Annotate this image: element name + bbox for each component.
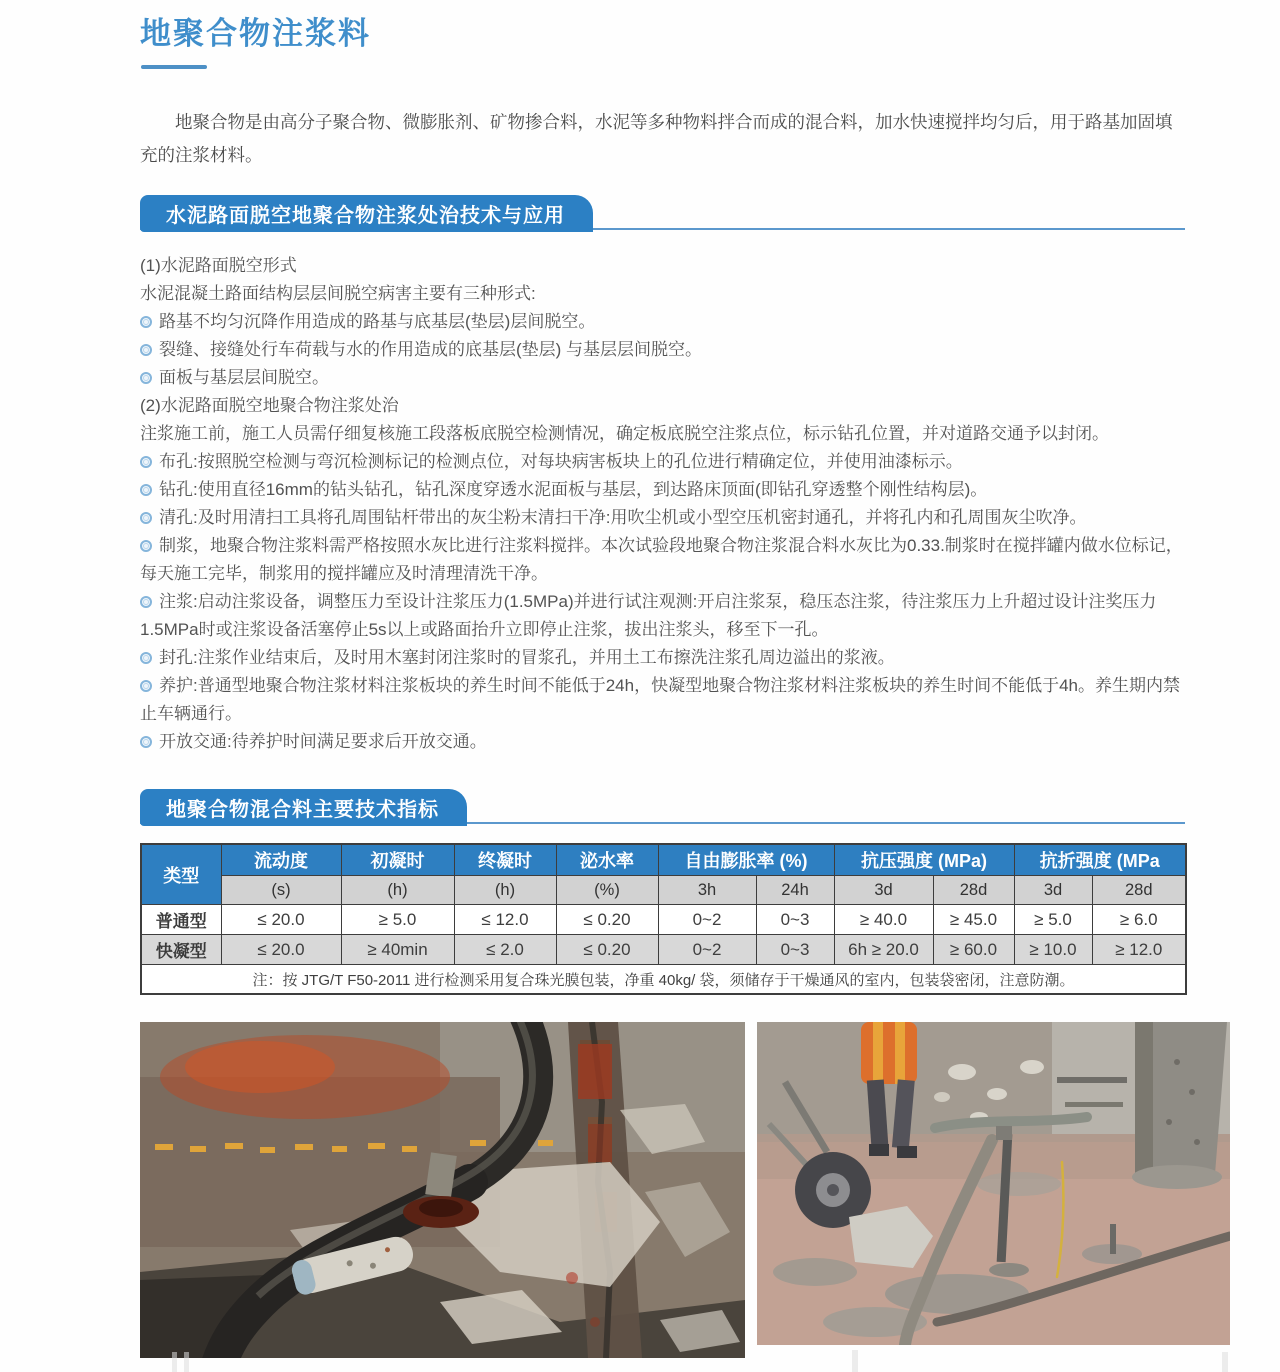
table-cell: 0~3 [756,905,834,935]
paragraph: 水泥混凝土路面结构层层间脱空病害主要有三种形式: [140,284,536,303]
table-header: 终凝时 [454,844,556,876]
page-title: 地聚合物注浆料 [140,16,371,51]
spec-table [140,843,1187,995]
bullet-ring-icon [140,372,152,384]
bullet-ring-icon [140,316,152,328]
table-cell: ≤ 20.0 [221,935,341,965]
paragraph: 养护:普通型地聚合物注浆材料注浆板块的养生时间不能低于24h，快凝型地聚合物注浆材料注浆板块的养生时间不能低于4h。养生期内禁止车辆通行。 [140,676,1180,723]
table-subheader: 28d [1092,876,1186,905]
table-note-row [141,965,1186,995]
scan-artifact [184,1352,189,1372]
table-header-type: 类型 [141,844,221,905]
table-cell: ≥ 45.0 [933,905,1014,935]
paragraph: 裂缝、接缝处行车荷载与水的作用造成的底基层(垫层) 与基层层间脱空。 [140,336,1185,364]
intro-paragraph: 地聚合物是由高分子聚合物、微膨胀剂、矿物掺合料，水泥等多种物料拌合而成的混合料，加水快速搅拌均匀后，用于路基加固填充的注浆材料。 [140,112,1173,165]
table-cell: ≤ 0.20 [556,935,658,965]
bullet-ring-icon [140,596,152,608]
table-row [141,935,1186,965]
table-cell: 6h ≥ 20.0 [834,935,933,965]
paragraph: 注浆施工前，施工人员需仔细复核施工段落板底脱空检测情况，确定板底脱空注浆点位，标示钻孔位置，并对道路交通予以封闭。 [140,424,1109,443]
table-row [141,905,1186,935]
bullet-ring-icon [140,344,152,356]
section2-banner-row [140,789,1185,826]
paragraph: (1)水泥路面脱空形式 [140,256,297,275]
photo2-graphic [757,1022,1230,1345]
bullet-ring-icon [140,736,152,748]
paragraph: 钻孔:使用直径16mm的钻头钻孔，钻孔深度穿透水泥面板与基层，到达路床顶面(即钻孔穿透整个刚性结构层)。 [140,476,1185,504]
table-header-group: 自由膨胀率 (%) [658,844,834,876]
table-cell: ≥ 5.0 [1014,905,1092,935]
table-subheader: 3h [658,876,756,905]
table-header-group: 抗折强度 (MPa [1014,844,1186,876]
paragraph: 路基不均匀沉降作用造成的路基与底基层(垫层)层间脱空。 [140,308,1185,336]
section2-banner: 地聚合物混合料主要技术指标 [140,789,467,826]
table-subheader: 24h [756,876,834,905]
table-note: 注：按 JTG/T F50-2011 进行检测采用复合珠光膜包装，净重 40kg/ 袋，须储存于干燥通风的室内，包装袋密闭，注意防潮。 [141,965,1186,995]
bullet-ring-icon [140,456,152,468]
table-cell: ≥ 6.0 [1092,905,1186,935]
table-cell: 0~2 [658,905,756,935]
table-header: 初凝时 [341,844,454,876]
photo-grouting-worksite [757,1022,1230,1345]
bullet-ring-icon [140,484,152,496]
table-cell: ≤ 0.20 [556,905,658,935]
paragraph: 清孔:及时用清扫工具将孔周围钻杆带出的灰尘粉末清扫干净:用吹尘机或小型空压机密封通孔，并将孔内和孔周围灰尘吹净。 [140,504,1185,532]
paragraph: 布孔:按照脱空检测与弯沉检测标记的检测点位，对每块病害板块上的孔位进行精确定位，并使用油漆标示。 [140,448,1185,476]
paragraph: 制浆，地聚合物注浆料需严格按照水灰比进行注浆料搅拌。本次试验段地聚合物注浆混合料水灰比为0.33.制浆时在搅拌罐内做水位标记，每天施工完毕，制浆用的搅拌罐应及时清理清洗干净。 [140,536,1183,583]
paragraph: 封孔:注浆作业结束后，及时用木塞封闭注浆时的冒浆孔，并用土工布擦洗注浆孔周边溢出的浆液。 [140,644,1185,672]
table-cell: ≤ 20.0 [221,905,341,935]
bullet-ring-icon [140,512,152,524]
photo1-graphic [140,1022,745,1358]
bullet-ring-icon [140,540,152,552]
table-header-group: 抗压强度 (MPa) [834,844,1014,876]
bullet-ring-icon [140,652,152,664]
table-cell: 0~2 [658,935,756,965]
table-subheader: 3d [834,876,933,905]
section1-banner: 水泥路面脱空地聚合物注浆处治技术与应用 [140,195,593,232]
table-cell: ≥ 60.0 [933,935,1014,965]
scan-artifact [852,1350,858,1372]
table-subheader: (s) [221,876,341,905]
table-cell: ≤ 12.0 [454,905,556,935]
table-header: 流动度 [221,844,341,876]
section1-banner-row [140,195,1185,232]
section1-body [140,252,1185,756]
table-cell: ≥ 40min [341,935,454,965]
paragraph: 开放交通:待养护时间满足要求后开放交通。 [140,728,1185,756]
paragraph: 面板与基层层间脱空。 [140,364,1185,392]
paragraph: 注浆:启动注浆设备，调整压力至设计注浆压力(1.5MPa)并进行试注观测:开启注浆泵，稳压态注浆，待注浆压力上升超过设计注奖压力1.5MPa时或注浆设备活塞停止5s以上或路面抬升立即停止注浆，拔出注浆头，移至下一孔。 [140,592,1157,639]
table-cell: ≥ 40.0 [834,905,933,935]
table-cell: ≥ 10.0 [1014,935,1092,965]
table-cell: 快凝型 [141,935,221,965]
title-underline [141,65,207,69]
scan-artifact [1222,1352,1228,1372]
table-subheader: 3d [1014,876,1092,905]
scan-artifact [172,1352,177,1372]
table-cell: ≤ 2.0 [454,935,556,965]
table-subheader: (%) [556,876,658,905]
paragraph: (2)水泥路面脱空地聚合物注浆处治 [140,396,399,415]
table-cell: 0~3 [756,935,834,965]
table-subheader: (h) [454,876,556,905]
table-header: 泌水率 [556,844,658,876]
table-cell: ≥ 5.0 [341,905,454,935]
bullet-ring-icon [140,680,152,692]
table-cell: ≥ 12.0 [1092,935,1186,965]
photo-grouting-hose-pavement [140,1022,745,1358]
table-subheader: 28d [933,876,1014,905]
table-subheader: (h) [341,876,454,905]
table-cell: 普通型 [141,905,221,935]
